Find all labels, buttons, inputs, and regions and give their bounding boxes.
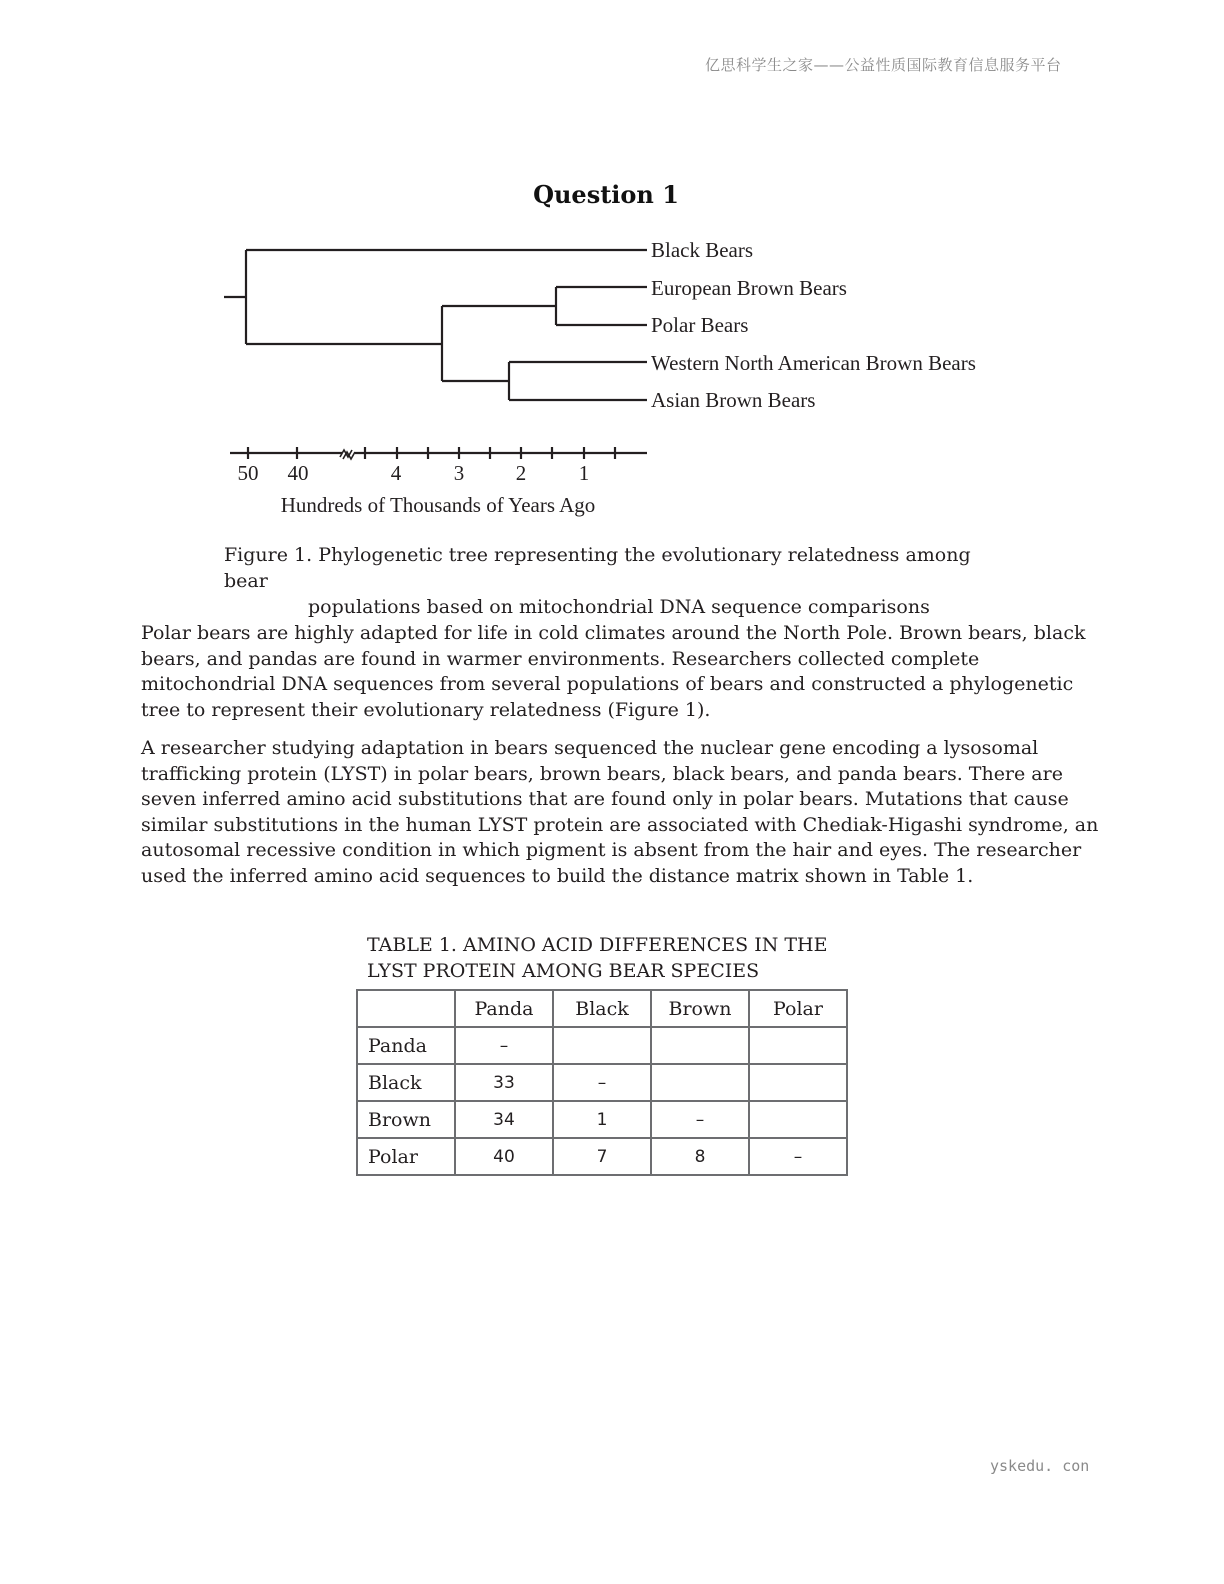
table-cell bbox=[749, 1027, 847, 1064]
table-cell: – bbox=[553, 1064, 651, 1101]
table-row bbox=[357, 1064, 847, 1101]
tick-label: 50 bbox=[237, 461, 259, 485]
column-header-black: Black bbox=[553, 990, 651, 1027]
row-header-polar: Polar bbox=[357, 1138, 455, 1175]
table-caption bbox=[367, 932, 847, 984]
paragraph-lyst: A researcher studying adaptation in bears sequenced the nuclear gene encoding a lysosomal trafficking protein (LYST) in polar bears, brown bears, black bears, and panda bears. There are seven inferred amino acid substitutions that are found only in polar bears. Mutations that cause similar substitutions in the human LYST protein are associated with Chediak-Higashi syndrome, an autosomal recessive condition in which pigment is absent from the hair and eyes. The researcher used the inferred amino acid sequences to build the distance matrix shown in Table 1. bbox=[141, 737, 1099, 887]
figure-caption-line2: populations based on mitochondrial DNA sequence comparisons bbox=[308, 596, 930, 618]
tick-label: 1 bbox=[578, 461, 590, 485]
column-header-panda: Panda bbox=[455, 990, 553, 1027]
axis-title: Hundreds of Thousands of Years Ago bbox=[280, 493, 596, 517]
figure-caption-line1: Phylogenetic tree representing the evolutionary relatedness among bear bbox=[224, 544, 971, 592]
table-cell: 1 bbox=[553, 1101, 651, 1138]
table-row bbox=[357, 1027, 847, 1064]
column-header-polar: Polar bbox=[749, 990, 847, 1027]
tick-label: 3 bbox=[453, 461, 465, 485]
leaf-label-asian-brown-bears: Asian Brown Bears bbox=[651, 388, 816, 412]
table-cell bbox=[749, 1101, 847, 1138]
table-cell: – bbox=[651, 1101, 749, 1138]
column-header-brown: Brown bbox=[651, 990, 749, 1027]
leaf-label-western-north-american-brown-bears: Western North American Brown Bears bbox=[651, 351, 976, 375]
table-corner-cell bbox=[357, 990, 455, 1027]
watermark-text: 亿思科学生之家——公益性质国际教育信息服务平台 bbox=[705, 56, 1062, 74]
table-cell: – bbox=[749, 1138, 847, 1175]
table-caption-line2: LYST PROTEIN AMONG BEAR SPECIES bbox=[367, 960, 760, 982]
table-row bbox=[357, 1101, 847, 1138]
figure-caption bbox=[224, 542, 984, 620]
table-cell: 40 bbox=[455, 1138, 553, 1175]
distance-matrix-table bbox=[356, 989, 848, 1176]
table-cell bbox=[651, 1064, 749, 1101]
leaf-label-black-bears: Black Bears bbox=[651, 238, 754, 262]
table-row bbox=[357, 1138, 847, 1175]
tick-label: 4 bbox=[390, 461, 402, 485]
table-header-row bbox=[357, 990, 847, 1027]
phylogenetic-tree-figure bbox=[0, 0, 1224, 530]
tick-label: 2 bbox=[515, 461, 527, 485]
tick-label: 40 bbox=[287, 461, 309, 485]
table-caption-line1: TABLE 1. AMINO ACID DIFFERENCES IN THE bbox=[367, 934, 828, 956]
table-cell: 8 bbox=[651, 1138, 749, 1175]
footer-watermark: yskedu. con bbox=[990, 1457, 1090, 1475]
question-title: Question 1 bbox=[533, 180, 679, 209]
table-cell: 34 bbox=[455, 1101, 553, 1138]
row-header-brown: Brown bbox=[357, 1101, 455, 1138]
leaf-label-european-brown-bears: European Brown Bears bbox=[651, 276, 847, 300]
figure-caption-prefix: Figure 1. bbox=[224, 544, 313, 566]
table-cell: 33 bbox=[455, 1064, 553, 1101]
paragraph-intro: Polar bears are highly adapted for life in cold climates around the North Pole. Brown bears, black bears, and pandas are found in warmer environments. Researchers collected complete mitochondrial DNA sequences from several populations of bears and constructed a phylogenetic tree to represent their evolutionary relatedness (Figure 1). bbox=[141, 622, 1086, 721]
table-cell: – bbox=[455, 1027, 553, 1064]
table-cell bbox=[553, 1027, 651, 1064]
table-cell bbox=[749, 1064, 847, 1101]
row-header-panda: Panda bbox=[357, 1027, 455, 1064]
leaf-label-polar-bears: Polar Bears bbox=[651, 313, 749, 337]
table-cell bbox=[651, 1027, 749, 1064]
row-header-black: Black bbox=[357, 1064, 455, 1101]
table-cell: 7 bbox=[553, 1138, 651, 1175]
